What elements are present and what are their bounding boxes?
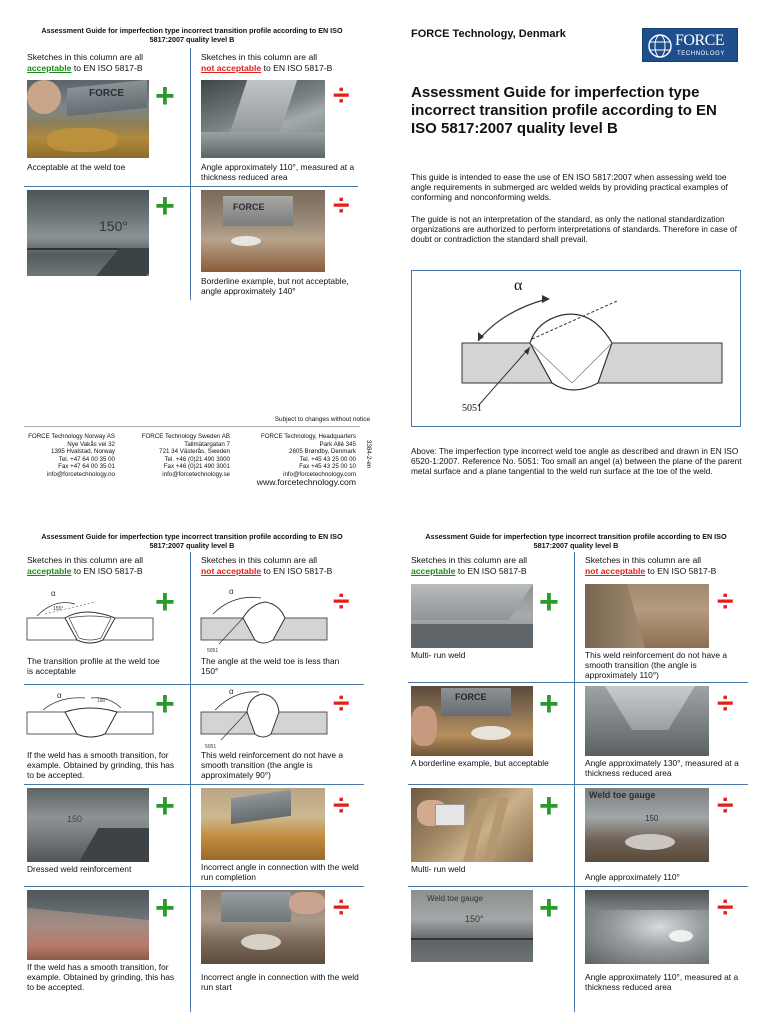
col-heading-post: to EN ISO 5817-B <box>261 565 333 576</box>
col-heading-post: to EN ISO 5817-B <box>71 565 143 576</box>
sketch-angle-label: 190° <box>97 698 108 704</box>
acceptable-plus-icon: + <box>155 787 175 825</box>
column-divider <box>190 552 191 1012</box>
office-line: 721 34 Västerås, Sweden <box>159 448 230 456</box>
intro-paragraph: This guide is intended to ease the use of EN ISO 5817:2007 when assessing weld toe angle requirements in submerged arc welded welds by providing practical examples of conforming and nonconforming welds. <box>411 172 728 202</box>
diagram-caption: Above: The imperfection type incorrect weld toe angle as described and drawn in EN ISO 6520-1:2007. Reference No. 5051: Too small an angel (a) between the plane of the parent metal surface and a plane tangential to the weld run surface at the toe of the weld. <box>411 446 742 476</box>
row-divider <box>408 886 748 887</box>
alpha-label: α <box>514 277 523 294</box>
not-acceptable-divide-icon: ÷ <box>333 789 350 822</box>
acceptable-plus-icon: + <box>539 685 559 723</box>
logo-subtext: TECHNOLOGY <box>677 51 726 57</box>
column-divider <box>574 552 575 1012</box>
acceptable-plus-icon: + <box>155 685 175 723</box>
col-heading-post: to EN ISO 5817-B <box>261 62 333 73</box>
not-acceptable-divide-icon: ÷ <box>717 585 734 618</box>
caption: Incorrect angle in connection with the weld run completion <box>201 862 359 882</box>
not-acceptable-divide-icon: ÷ <box>333 891 350 924</box>
acceptable-plus-icon: + <box>155 889 175 927</box>
not-acceptable-word: not acceptable <box>585 565 646 576</box>
gauge-text: Weld toe gauge <box>589 790 656 800</box>
caption: Dressed weld reinforcement <box>27 864 132 874</box>
office-line: info@forcetechnology.com <box>283 470 356 478</box>
office-line: info@forcetechnology.no <box>46 470 115 478</box>
sketch-acceptable-190 <box>25 690 155 750</box>
acceptable-plus-icon: + <box>539 889 559 927</box>
gauge-logo: FORCE <box>233 202 265 212</box>
acceptable-plus-icon: + <box>155 77 175 115</box>
quadrant-bottom-left <box>0 512 384 1024</box>
photo-gauge-150 <box>27 190 149 276</box>
photo-angle-130 <box>585 686 709 756</box>
caption: Angle approximately 110°, measured at a thickness reduced area <box>585 972 739 992</box>
office-line: Tel. +47 64 00 35 00 <box>58 455 115 463</box>
page-header: Assessment Guide for imperfection type incorrect transition profile according to EN ISO 5817:2007 quality level B <box>41 532 343 550</box>
caption: The angle at the weld toe is less than 150° <box>201 656 340 676</box>
row-divider <box>24 886 364 887</box>
caption: Angle approximately 130°, measured at a thickness reduced area <box>585 758 739 778</box>
page-header: Assessment Guide for imperfection type incorrect transition profile according to EN ISO 5817:2007 quality level B <box>425 532 727 550</box>
office-line: Fax +47 64 00 35 01 <box>58 463 115 471</box>
photo-dressed-reinforcement <box>27 788 149 862</box>
gauge-angle-label: 150° <box>99 218 128 234</box>
office-line: Fax +45 43 25 00 10 <box>299 463 356 471</box>
acceptable-plus-icon: + <box>155 187 175 225</box>
caption: If the weld has a smooth transition, for example. Obtained by grinding, this has to be accepted. <box>27 750 175 780</box>
column-heading-not-acceptable <box>201 52 371 73</box>
office-line: info@forcetechnology.se <box>162 470 230 478</box>
doc-number: 3384-2-en <box>365 440 372 469</box>
office-norway <box>27 433 115 479</box>
page-header: Assessment Guide for imperfection type incorrect transition profile according to EN ISO 5817:2007 quality level B <box>41 26 343 44</box>
gauge-angle-label: 150° <box>465 914 484 924</box>
column-heading-not-acceptable <box>201 555 371 576</box>
not-acceptable-divide-icon: ÷ <box>717 789 734 822</box>
office-denmark <box>254 433 356 479</box>
not-acceptable-divide-icon: ÷ <box>717 891 734 924</box>
sketch-angle-label: 155° <box>53 606 64 612</box>
caption: Angle approximately 110° <box>585 872 680 882</box>
quadrant-top-left <box>0 0 384 512</box>
office-line: Tel. +46 (0)21 490 3000 <box>164 455 230 463</box>
office-line: FORCE Technology Norway AS <box>28 433 115 440</box>
office-line: 1395 Hvalstad, Norway <box>51 448 115 456</box>
col-heading-pre: Sketches in this column are all <box>585 555 702 565</box>
office-line: Tel. +45 43 25 00 00 <box>299 455 356 463</box>
office-line: Tallmätargatan 7 <box>184 440 230 448</box>
col-heading-pre: Sketches in this column are all <box>201 52 318 62</box>
sketch-alpha-label: α <box>229 688 234 696</box>
gauge-angle-label: 150 <box>67 814 83 824</box>
acceptable-plus-icon: + <box>539 583 559 621</box>
quadrant-bottom-right <box>384 512 768 1024</box>
not-acceptable-word: not acceptable <box>201 62 262 73</box>
col-heading-pre: Sketches in this column are all <box>411 555 528 565</box>
caption: If the weld has a smooth transition, for example. Obtained by grinding, this has to be accepted. <box>27 962 175 992</box>
photo-borderline-acceptable <box>411 686 533 756</box>
caption: Borderline example, but not acceptable, angle approximately 140° <box>201 276 349 296</box>
weld-diagram-frame <box>411 270 741 427</box>
caption: A borderline example, but acceptable <box>411 758 549 768</box>
row-divider <box>408 784 748 785</box>
photo-weld-toe-acceptable <box>27 80 149 158</box>
office-line: Nye Vakås vei 32 <box>67 440 115 448</box>
photo-weld-toe-gauge-150 <box>411 890 533 962</box>
photo-multi-run-weld-2 <box>411 788 533 862</box>
caption: Angle approximately 110°, measured at a thickness reduced area <box>201 162 355 182</box>
col-heading-post: to EN ISO 5817-B <box>455 565 527 576</box>
column-heading-acceptable <box>27 555 187 576</box>
photo-run-start <box>201 890 325 964</box>
col-heading-pre: Sketches in this column are all <box>27 555 144 565</box>
office-line: Park Allé 345 <box>319 440 356 448</box>
column-divider <box>190 48 191 300</box>
force-logo <box>642 28 738 62</box>
office-line: FORCE Technology, Headquarters <box>260 433 356 440</box>
acceptable-word: acceptable <box>27 62 72 73</box>
not-acceptable-divide-icon: ÷ <box>333 687 350 720</box>
office-line: Fax +46 (0)21 490 3001 <box>163 463 230 471</box>
row-divider <box>24 784 364 785</box>
photo-angle-110-reduced <box>585 890 709 964</box>
col-heading-post: to EN ISO 5817-B <box>645 565 717 576</box>
photo-angle-110 <box>201 80 325 158</box>
col-heading-pre: Sketches in this column are all <box>27 52 144 62</box>
photo-run-completion <box>201 788 325 860</box>
sketch-ref-label: 5051 <box>205 744 217 748</box>
column-heading-acceptable <box>411 555 571 576</box>
acceptable-plus-icon: + <box>155 583 175 621</box>
sketch-alpha-label: α <box>57 691 62 700</box>
col-heading-post: to EN ISO 5817-B <box>71 62 143 73</box>
caption: Multi- run weld <box>411 650 466 660</box>
row-divider <box>24 684 364 685</box>
caption: This weld reinforcement do not have a smooth transition (the angle is approximately 110°) <box>585 650 727 680</box>
logo-globe-icon <box>647 33 673 59</box>
row-divider <box>408 682 748 683</box>
photo-multi-run-weld <box>411 584 533 648</box>
not-acceptable-word: not acceptable <box>201 565 262 576</box>
footer-rule <box>24 426 360 427</box>
website-link[interactable]: www.forcetechnology.com <box>256 477 356 487</box>
column-heading-acceptable <box>27 52 187 73</box>
office-line: FORCE Technology Sweden AB <box>141 433 230 440</box>
not-acceptable-divide-icon: ÷ <box>333 585 350 618</box>
page-title: Assessment Guide for imperfection type incorrect transition profile according to EN ISO 5817:2007 quality level B <box>411 84 717 137</box>
logo-text: FORCE <box>675 32 725 49</box>
caption: The transition profile at the weld toe is acceptable <box>27 656 160 676</box>
row-divider <box>24 186 358 187</box>
sketch-not-acceptable-150 <box>199 584 329 654</box>
photo-weld-toe-gauge-110 <box>585 788 709 862</box>
col-heading-pre: Sketches in this column are all <box>201 555 318 565</box>
not-acceptable-divide-icon: ÷ <box>333 189 350 222</box>
acceptable-word: acceptable <box>411 565 456 576</box>
quadrant-top-right <box>384 0 768 512</box>
not-acceptable-divide-icon: ÷ <box>333 79 350 112</box>
reference-number: 5051 <box>462 403 482 414</box>
notice: Subject to changes without notice <box>274 416 370 423</box>
caption: Acceptable at the weld toe <box>27 162 126 172</box>
gauge-text: Weld toe gauge <box>427 894 483 903</box>
gauge-logo: FORCE <box>89 88 124 99</box>
sketch-acceptable-155 <box>25 584 155 654</box>
disclaimer-paragraph: The guide is not an interpretation of the standard, as only the national standardization organizations are authorized to perform interpretations of standards. Therefore in case of doubt or contradiction the standard shall prevail. <box>411 214 737 244</box>
photo-smooth-transition <box>27 890 149 960</box>
caption: This weld reinforcement do not have a smooth transition (the angle is approximately 90°) <box>201 750 343 780</box>
office-sweden <box>140 433 230 479</box>
acceptable-word: acceptable <box>27 565 72 576</box>
caption: Multi- run weld <box>411 864 466 874</box>
photo-reinforcement-110 <box>585 584 709 648</box>
company-name: FORCE Technology, Denmark <box>411 28 566 40</box>
not-acceptable-divide-icon: ÷ <box>717 687 734 720</box>
office-line: 2605 Brøndby, Denmark <box>289 448 356 456</box>
gauge-angle-label: 150 <box>645 814 659 823</box>
caption: Incorrect angle in connection with the weld run start <box>201 972 359 992</box>
sketch-alpha-label: α <box>51 589 56 598</box>
sketch-not-acceptable-90 <box>199 688 329 748</box>
photo-borderline-140 <box>201 190 325 272</box>
sketch-ref-label: 5051 <box>207 648 219 654</box>
sketch-alpha-label: α <box>229 587 234 596</box>
acceptable-plus-icon: + <box>539 787 559 825</box>
gauge-logo: FORCE <box>455 692 487 702</box>
column-heading-not-acceptable <box>585 555 755 576</box>
